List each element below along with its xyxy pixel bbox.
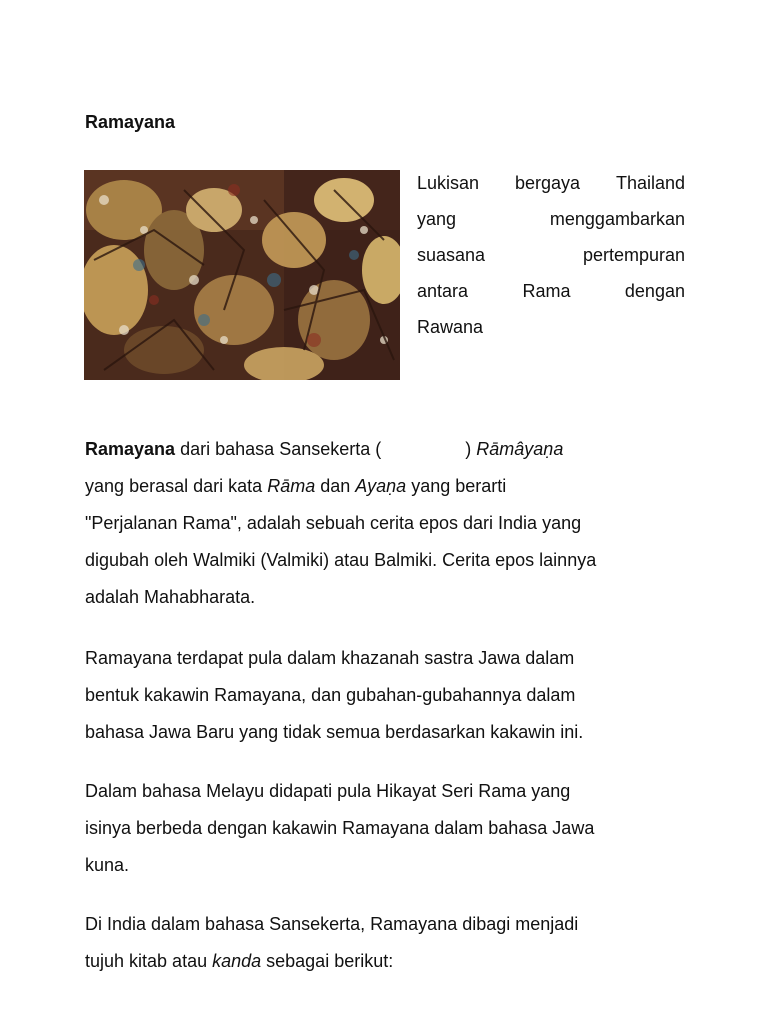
paragraph-line: bahasa Jawa Baru yang tidak semua berdasarkan kakawin ini. bbox=[85, 722, 584, 742]
document-title: Ramayana bbox=[85, 112, 176, 132]
caption-word: dengan bbox=[624, 281, 685, 301]
caption-word: Thailand bbox=[615, 173, 685, 193]
paragraph-line: bentuk kakawin Ramayana, dan gubahan-gubahannya dalam bbox=[85, 685, 576, 705]
paragraph-line bbox=[85, 943, 685, 980]
word: yang bbox=[411, 476, 451, 496]
paragraph-line: "Perjalanan Rama", adalah sebuah cerita epos dari India yang bbox=[85, 513, 582, 533]
caption-line bbox=[417, 237, 685, 273]
caption-line bbox=[417, 201, 685, 237]
image-caption bbox=[417, 165, 685, 345]
caption-word: pertempuran bbox=[582, 245, 685, 265]
caption-word: Rama bbox=[522, 281, 571, 301]
caption-word: suasana bbox=[417, 245, 486, 265]
italic-term: Ayaṇa bbox=[355, 476, 407, 496]
text-run: tujuh kitab atau bbox=[85, 951, 213, 971]
word: dari bbox=[180, 439, 211, 459]
paragraph-india bbox=[85, 906, 685, 980]
paragraph-line: Ramayana terdapat pula dalam khazanah sastra Jawa dalam bbox=[85, 648, 575, 668]
word: ( ) bbox=[375, 439, 472, 459]
paragraph-line: digubah oleh Walmiki (Valmiki) atau Balmiki. Cerita epos lainnya bbox=[85, 550, 597, 570]
word: kata bbox=[228, 476, 263, 496]
caption-line bbox=[417, 273, 685, 309]
caption-word: menggambarkan bbox=[549, 209, 685, 229]
word: Sansekerta bbox=[279, 439, 371, 459]
word: dan bbox=[320, 476, 351, 496]
italic-term: kanda bbox=[212, 951, 262, 971]
caption-word: Lukisan bbox=[417, 173, 480, 193]
caption-word: antara bbox=[417, 281, 469, 301]
paragraph-line: Dalam bahasa Melayu didapati pula Hikayat Seri Rama yang bbox=[85, 781, 571, 801]
paragraph-line: kuna. bbox=[85, 855, 130, 875]
word: dari bbox=[193, 476, 224, 496]
paragraph-line: Di India dalam bahasa Sansekerta, Ramayana dibagi menjadi bbox=[85, 914, 579, 934]
caption-word: Rawana bbox=[417, 317, 484, 337]
word: yang bbox=[85, 476, 125, 496]
paragraph-intro bbox=[85, 431, 685, 616]
paragraph-line: adalah Mahabharata. bbox=[85, 587, 256, 607]
word: berarti bbox=[455, 476, 507, 496]
caption-word: yang bbox=[417, 209, 457, 229]
caption-line bbox=[417, 309, 685, 345]
text-run: sebagai berikut: bbox=[261, 951, 394, 971]
caption-word: bergaya bbox=[514, 173, 581, 193]
paragraph-line bbox=[85, 431, 685, 468]
paragraph-line bbox=[85, 468, 685, 505]
thai-painting-image bbox=[84, 170, 400, 380]
paragraph-javanese bbox=[85, 640, 685, 751]
paragraph-malay bbox=[85, 773, 685, 884]
italic-term: Rāma bbox=[267, 476, 316, 496]
word: bahasa bbox=[215, 439, 275, 459]
bold-term: Ramayana bbox=[85, 439, 176, 459]
italic-term: Rāmâyaṇa bbox=[476, 439, 564, 459]
paragraph-line: isinya berbeda dengan kakawin Ramayana dalam bahasa Jawa bbox=[85, 818, 595, 838]
caption-line bbox=[417, 165, 685, 201]
word: berasal bbox=[129, 476, 189, 496]
